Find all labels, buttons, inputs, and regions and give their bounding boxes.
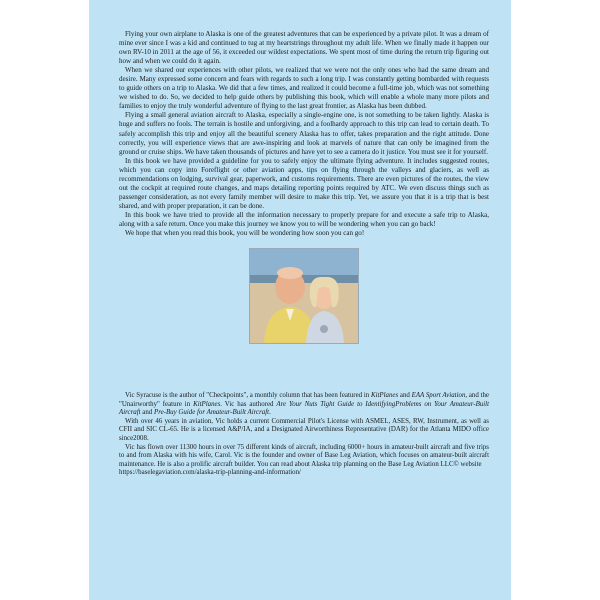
author-bio bbox=[119, 392, 489, 478]
website-link[interactable]: https://baselegaviation.com/alaska-trip-planning-and-information/ bbox=[119, 469, 301, 477]
intro-paragraph-5: In this book we have tried to provide all the information necessary to properly prepare for and execute a safe trip to Alaska, along with a safe return. Once you make this journey we know you to will be wondering when you can go back! bbox=[119, 210, 489, 228]
intro-paragraph-6: We hope that when you read this book, you will be wondering how soon you can go! bbox=[125, 229, 365, 238]
intro-paragraph-4: In this book we have provided a guideline for you to safely enjoy the ultimate flying adventure. It includes suggested routes, which you can copy into Foreflight or other aviation apps, tips on flying through the valleys and glaciers, as well as recommendations on lodging, survival gear, paperwork, and customs requirements. There are even pictures of the routes, the view out the cockpit at required route changes, and maps detailing reporting points required by ATC. We even discuss things such as passenger consideration, as not every family member will desire to make this trip. Yet, we assure you that it is a trip that is best shared, and with proper preparation, it can be done. bbox=[119, 156, 489, 210]
intro-paragraph-1: Flying your own airplane to Alaska is one of the greatest adventures that can be experienced by a private pilot. It was a dream of mine ever since I was a kid and continued to tug at my heartstrings throughout my adult life. When we finally made it happen our own RV-10 in 2011 at the age of 56, it exceeded our wildest expectations. We spent most of time during the return trip figuring out how and when we could do it again. bbox=[119, 30, 489, 66]
back-cover bbox=[89, 0, 511, 600]
author-photo bbox=[249, 248, 359, 344]
intro-paragraph-2: When we shared our experiences with other pilots, we realized that we were not the only ones who had the same dream and desire. Many expressed some concern and fears with regards to such a long trip. I was constantly getting bombarded with requests to guide others on a trip to Alaska. We did that a few times, and realized it could become a full-time job, which was not something we wished to do. So, we decided to help guide others by publishing this book, which will enable a whole many more pilots and families to enjoy the truly wonderful adventure of flying to the last great frontier, as Alaska has been dubbed. bbox=[119, 66, 489, 111]
intro-paragraph-3: Flying a small general aviation aircraft to Alaska, especially a single-engine one, is not something to be taken lightly. Alaska is huge and suffers no fools. The terrain is hostile and unforgiving, and a foolhardy approach to this trip can lead to certain death. To safely accomplish this trip and enjoy all the beautiful scenery Alaska has to offer, takes preparation and the right attitude. Done correctly, you will experience views that are awe-inspiring and look at marvels of nature that can only be imagined from the ground or cruise ships. We have taken thousands of pictures and have yet to see a camera do it justice. You must see it for yourself. bbox=[119, 111, 489, 156]
bio-paragraph-2: With over 46 years in aviation, Vic holds a current Commercial Pilot's License with ASMEL, ASES, RW, Instrument, as well as CFII and SIC CL-65. He is a licensed A&P/IA, and a Designated Airworthiness Representative (DAR) for the Atlanta MIDO office since2008. bbox=[119, 417, 489, 443]
bio-paragraph-1: Vic Syracuse is the author of "Checkpoints", a monthly column that has been featured in KitPlanes and EAA Sport Aviation, and the "Unairworthy" feature in KitPlanes. Vic has authored Are Your Nuts Tight Guide to IdentifyingProblems on Your Amateur-Built Aircraft and Pre-Buy Guide for Amateur-Built Aircraft. bbox=[119, 392, 489, 417]
bio-paragraph-3: Vic has flown over 11300 hours in over 75 different kinds of aircraft, including 6000+ hours in amateur-built aircraft and five trips to and from Alaska with his wife, Carol. Vic is the founder and owner of Base Leg Aviation, which focuses on amateur-built aircraft maintenance. He is also a prolific aircraft builder. You can read about Alaska trip planning on the Base Leg Aviation LLC© website bbox=[119, 443, 489, 468]
